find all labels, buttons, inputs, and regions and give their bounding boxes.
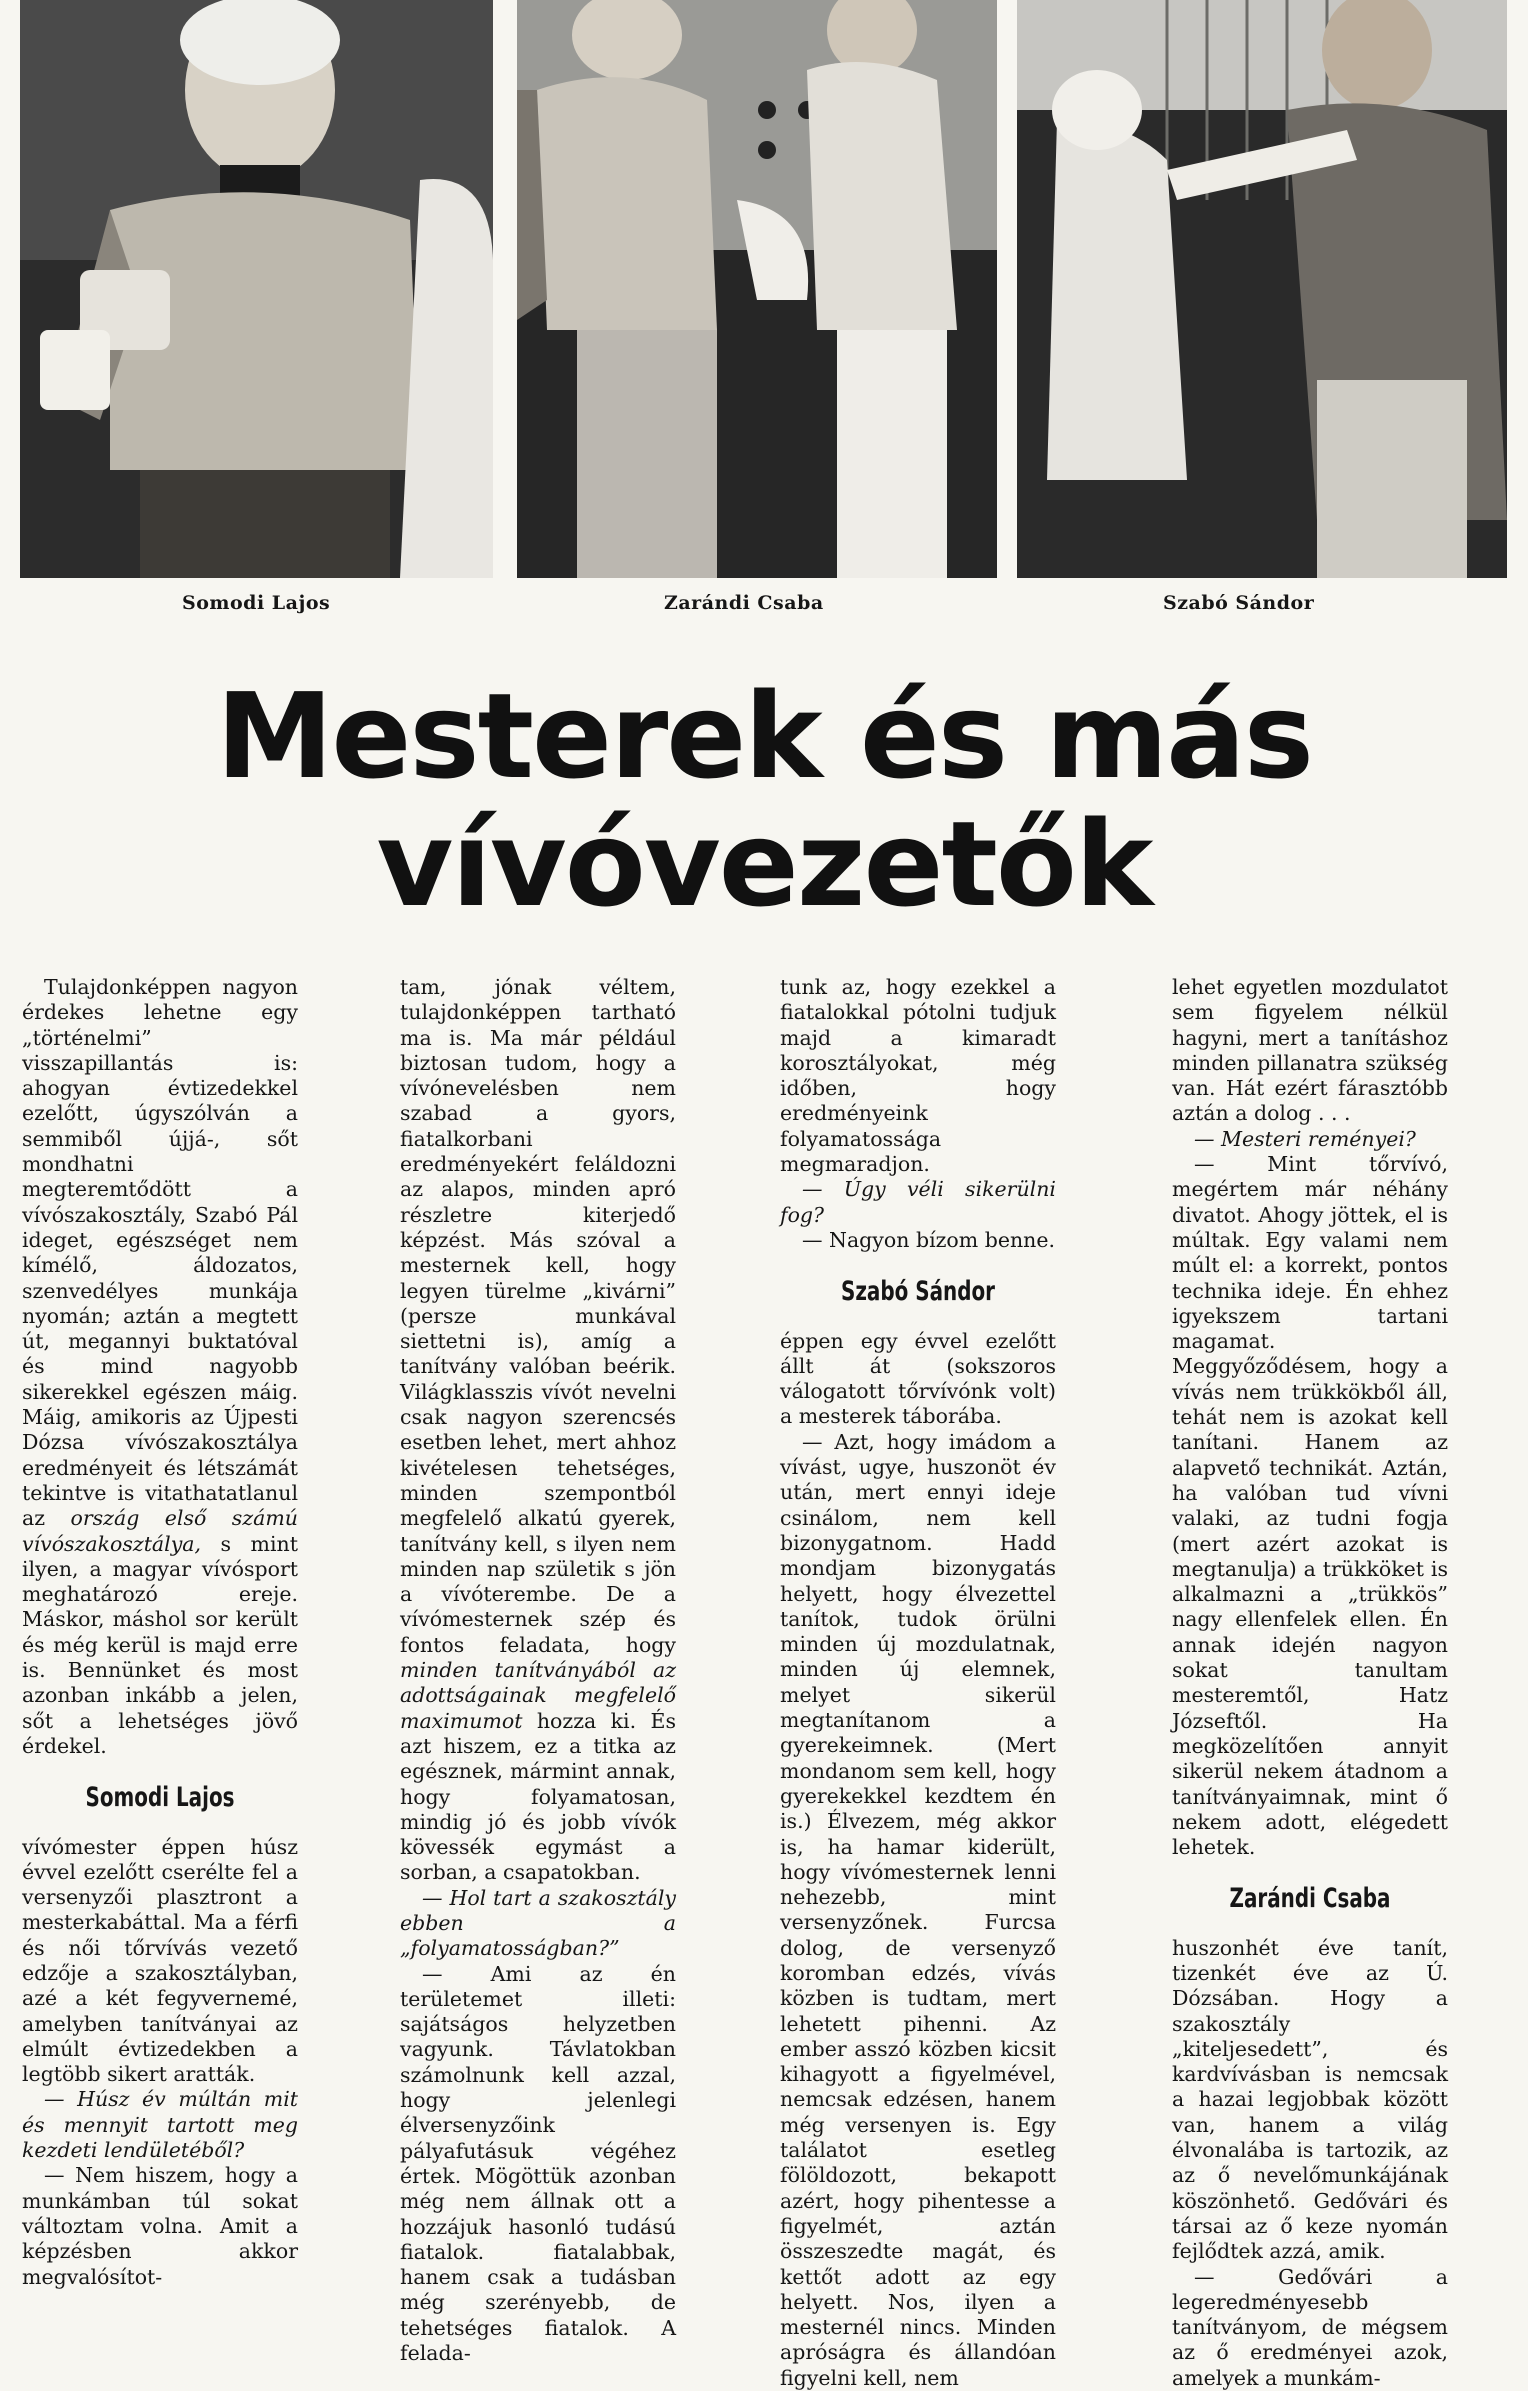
paragraph-text: tam, jónak véltem, tulajdonképpen tartható ma is. Ma már például biztosan tudom, hogy a vívónevelésben nem szabad a gyors, fiatalkorbani eredményekért feláldozni az alapos, minden apró részletre kiterjedő képzést. Más szóval a mesternek kell, hogy legyen türelme „kivárni” (persze munkával siettetni is), amíg a tanítvány valóban beérik. Világklasszis vívót nevelni csak nagyon szerencsés esetben lehet, mert ahhoz kivételesen tehetséges, minden szempontból megfelelő alkatú gyerek, tanítvány kell, s ilyen nem minden nap születik s jön a vívóterembe. De a vívómesternek szép és fontos feladata, hogy bbox=[400, 975, 676, 1657]
headline-line-1: Mesterek és más bbox=[215, 667, 1313, 805]
article-column-3 bbox=[780, 975, 1056, 2390]
photo-somodi-lajos bbox=[20, 0, 493, 578]
subheading-szabo: Szabó Sándor bbox=[840, 1276, 995, 1308]
photo-szabo-sandor bbox=[1017, 0, 1507, 578]
paragraph: vívómester éppen húsz évvel ezelőtt cserélte fel a versenyzői plasztront a mesterkabáttal. Ma a férfi és női tőrvívás vezető edzője a szakosztályban, azé a két fegyvernemé, amelyben tanítványai az elmúlt évtizedekben a legtöbb sikert aratták. bbox=[22, 1834, 298, 2087]
emphasis-text: ország első számú vívószakosztálya, bbox=[22, 1506, 298, 1556]
paragraph-text: hozza ki. És azt hiszem, ez a titka az egésznek, mármint annak, hogy folyamatosan, mindig jó és jobb vívók kövessék egymást a sorban, a csapatokban. bbox=[400, 1708, 676, 1885]
subheading-zarandi: Zarándi Csaba bbox=[1229, 1883, 1391, 1915]
paragraph-text: Tulajdonképpen nagyon érdekes lehetne egy „történelmi” visszapillantás is: ahogyan évtizedekkel ezelőtt, úgyszólván a semmiből újjá-, sőt mondhatni megteremtődött a vívószakosztály, Szabó Pál ideget, egészséget nem kímélő, áldozatos, szenvedélyes munkája nyomán; aztán a megtett út, megannyi buktatóval és mind nagyobb sikerekkel egészen máig. Máig, amikoris az Újpesti Dózsa vívószakosztálya eredményeit és létszámát tekintve is vitathatatlanul az bbox=[22, 975, 298, 1531]
paragraph: — Azt, hogy imádom a vívást, ugye, huszonöt év után, mert ennyi ideje csinálom, nem kell bizonygatnom. Hadd mondjam bizonygatás helyett, hogy élvezettel tanítok, tudok örülni minden új mozdulatnak, minden új elemnek, melyet sikerül megtanítanom a gyerekeimnek. (Mert mondanom sem kell, hogy gyerekekkel kezdtem én is.) Élvezem, még akkor is, ha hamar kiderült, hogy vívómesternek lenni nehezebb, mint versenyzőnek. Furcsa dolog, de versenyző koromban edzés, vívás közben is tudtam, mert lehetett pihenni. Az ember asszó közben kicsit kihagyott a figyelmével, nemcsak edzésen, hanem még versenyen is. Egy találatot esetleg fölöldozott, bekapott azért, hogy pihentesse a figyelmét, aztán összeszedte magát, és kettőt adott az egy helyett. Nos, ilyen a mesternél nincs. Minden apróságra és állandóan figyelni kell, nem bbox=[780, 1429, 1056, 2390]
paragraph bbox=[22, 975, 298, 1759]
headline-line-2: vívóvezetők bbox=[376, 795, 1152, 933]
paragraph: — Nagyon bízom benne. bbox=[802, 1227, 1056, 1252]
paragraph bbox=[400, 975, 676, 1886]
paragraph: — Mint tőrvívó, megértem már néhány divatot. Ahogy jöttek, el is múltak. Egy valami nem múlt el: a korrekt, pontos technika ideje. Én ehhez igyekszem tartani magamat. Meggyőződésem, hogy a vívás nem trükkökből áll, tehát nem is azokat kell tanítani. Hanem az alapvető technikát. Aztán, ha valóban tud vívni valaki, az tudni fogja (mert azért azokat is megtanulja) a trükköket is alkalmazni a „trükkös” nagy ellenfelek ellen. Én annak idején nagyon sokat tanultam mesteremtől, Hatz Józseftől. Ha megközelítően annyit sikerül nekem átadnom a tanítványaimnak, mint ő nekem adott, elégedett lehetek. bbox=[1172, 1152, 1448, 1860]
photo-caption-3: Szabó Sándor bbox=[1163, 592, 1315, 614]
interview-question: — Úgy véli sikerülni fog? bbox=[780, 1177, 1056, 1227]
interview-question: — Húsz év múltán mit és mennyit tartott meg kezdeti lendületéből? bbox=[22, 2087, 298, 2163]
photo-zarandi-csaba bbox=[517, 0, 997, 578]
paragraph: — Nem hiszem, hogy a munkámban túl sokat változtam volna. Amit a képzésben akkor megvalósítot- bbox=[22, 2163, 298, 2289]
interview-question: — Mesteri reményei? bbox=[1194, 1126, 1416, 1151]
subheading-somodi: Somodi Lajos bbox=[85, 1782, 235, 1814]
fencing-master-photo-2 bbox=[517, 0, 997, 578]
emphasis-text: minden tanítványából az adottságainak megfelelő maximumot bbox=[400, 1658, 676, 1733]
article-column-2 bbox=[400, 975, 676, 2366]
paragraph: — Ami az én területemet illeti: sajátságos helyzetben vagyunk. Távlatokban számolnunk kell azzal, hogy jelenlegi élversenyzőink pályafutásuk végéhez értek. Mögöttük azonban még nem állnak ott a hozzájuk hasonló tudású fiatalok. fiatalabbak, hanem csak a tudásban még szerényebb, de tehetséges fiatalok. A felada- bbox=[400, 1961, 676, 2366]
photo-caption-1: Somodi Lajos bbox=[182, 592, 331, 614]
paragraph: huszonhét éve tanít, tizenkét éve az Ú. Dózsában. Hogy a szakosztály „kiteljesedett”, és kardvívásban is nemcsak a hazai legjobbak között van, hanem a világ élvonalába is tartozik, az az ő nevelőmunkájának köszönhető. Gedővári és társai az ő keze nyomán fejlődtek azzá, amik. bbox=[1172, 1935, 1448, 2264]
paragraph-text: s mint ilyen, a magyar vívósport meghatározó ereje. Máskor, máshol sor került és még kerül is majd erre is. Bennünket és most azonban inkább a jelen, sőt a lehetséges jövő érdekel. bbox=[22, 1531, 298, 1758]
paragraph: tunk az, hogy ezekkel a fiatalokkal pótolni tudjuk majd a kimaradt korosztályokat, még időben, hogy eredményeink folyamatossága megmaradjon. bbox=[780, 975, 1056, 1177]
paragraph: lehet egyetlen mozdulatot sem figyelem nélkül hagyni, mert a tanításhoz minden pillanatra szükség van. Hát ezért fárasztóbb aztán a dolog . . . bbox=[1172, 975, 1448, 1126]
article-column-4 bbox=[1172, 975, 1448, 2390]
fencing-master-photo-3 bbox=[1017, 0, 1507, 578]
article-column-1 bbox=[22, 975, 298, 2289]
paragraph: éppen egy évvel ezelőtt állt át (sokszoros válogatott tőrvívónk volt) a mesterek táborába. bbox=[780, 1328, 1056, 1429]
interview-question: — Hol tart a szakosztály ebben a „folyamatosságban?” bbox=[400, 1885, 676, 1961]
paragraph: — Gedővári a legeredményesebb tanítványom, de mégsem az ő eredményei azok, amelyek a munkám- bbox=[1172, 2264, 1448, 2390]
photo-caption-2: Zarándi Csaba bbox=[664, 592, 824, 614]
article-headline bbox=[0, 667, 1528, 933]
fencing-master-photo-1 bbox=[20, 0, 493, 578]
